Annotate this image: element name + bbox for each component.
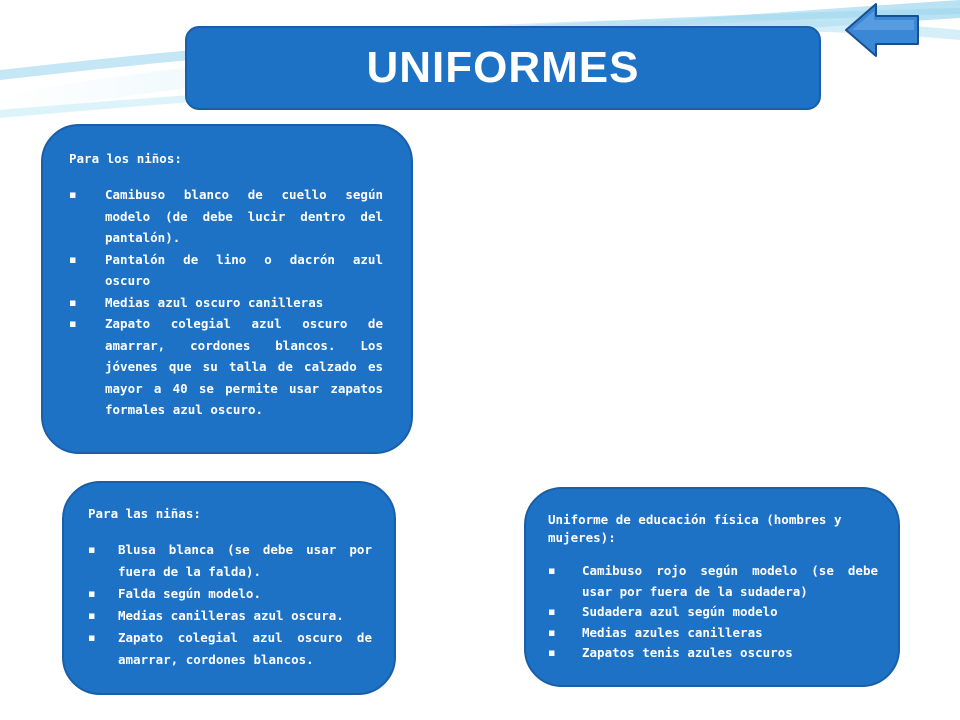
bullet-icon: ▪ <box>548 605 556 618</box>
list-item: ▪ Falda según modelo. <box>118 583 372 605</box>
list-item: ▪ Sudadera azul según modelo <box>582 602 878 623</box>
list-item: ▪ Medias azul oscuro canilleras <box>105 292 383 314</box>
bullet-icon: ▪ <box>69 252 77 266</box>
list-item: ▪ Camibuso blanco de cuello según modelo (de debe lucir dentro del pantalón). <box>105 184 383 249</box>
bullet-icon: ▪ <box>88 543 96 556</box>
bullet-icon: ▪ <box>69 295 77 309</box>
card-title-boys: Para los niños: <box>69 151 182 166</box>
bullet-icon: ▪ <box>88 609 96 622</box>
list-item: ▪ Camibuso rojo según modelo (se debe usar por fuera de la sudadera) <box>548 563 878 599</box>
left-arrow-icon <box>846 4 918 56</box>
bullet-icon: ▪ <box>548 646 556 659</box>
card-pe-uniform <box>524 487 900 687</box>
bullet-icon: ▪ <box>69 188 77 201</box>
back-arrow-button[interactable] <box>842 0 922 60</box>
list-item: ▪ Blusa blanca (se debe usar por fuera de la falda). <box>118 539 372 583</box>
card-boys-uniform <box>41 124 413 454</box>
card-girls-uniform <box>62 481 396 695</box>
bullet-icon: ▪ <box>88 631 96 644</box>
list-item: ▪ Zapatos tenis azules oscuros <box>582 643 878 664</box>
page-title: UNIFORMES <box>366 43 640 92</box>
list-item: ▪ Zapato colegial azul oscuro de amarrar, cordones blancos. Los jóvenes que su talla de calzado es mayor a 40 se permite usar zapatos formales azul oscuro. <box>105 313 383 421</box>
bullet-icon: ▪ <box>548 625 556 639</box>
boys-items-list <box>69 184 383 421</box>
bullet-icon: ▪ <box>548 564 556 577</box>
list-item: ▪ Pantalón de lino o dacrón azul oscuro <box>105 249 383 292</box>
pe-items-list <box>548 561 878 664</box>
bullet-icon: ▪ <box>69 317 77 330</box>
list-item: ▪ Medias azules canilleras <box>582 623 878 644</box>
title-banner <box>185 26 821 110</box>
list-item: ▪ Zapato colegial azul oscuro de amarrar, cordones blancos. <box>118 627 372 671</box>
girls-items-list <box>88 539 372 671</box>
card-title-pe: Uniforme de educación física (hombres y mujeres): <box>548 512 842 545</box>
bullet-icon: ▪ <box>88 587 96 600</box>
card-title-girls: Para las niñas: <box>88 506 201 521</box>
list-item: ▪ Medias canilleras azul oscura. <box>118 605 372 627</box>
